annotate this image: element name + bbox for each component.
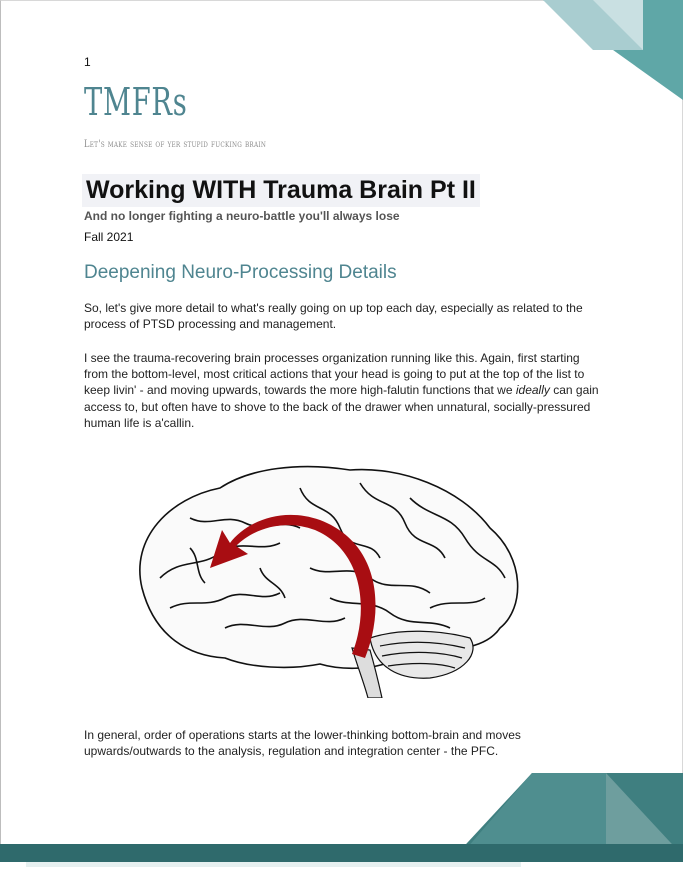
paragraph-intro: So, let's give more detail to what's really going on up top each day, especially as related to the process of PTSD processing and management. (84, 301, 583, 332)
brain-illustration (130, 458, 530, 698)
emphasis-text: ideally (515, 383, 550, 398)
page-subtitle: And no longer fighting a neuro-battle you'll always lose (84, 209, 400, 223)
corner-decoration (543, 0, 683, 100)
paragraph-text: can gain access to, but often have to shove to the back of the drawer when unnatural, socially-pressured human life is a'callin. (84, 383, 599, 430)
tagline: Let's make sense of yer stupid fucking brain (84, 139, 267, 150)
paragraph-text: I see the trauma-recovering brain processes organization running like this. Again, first starting from the bottom-level, most critical actions that your head is going to put at the top of the list to keep livin' - and moving upwards, towards the more high-falutin functions that we (84, 351, 585, 398)
logo-wordmark: TMFRs (84, 80, 188, 124)
cerebellum (370, 631, 473, 678)
section-heading: Deepening Neuro-Processing Details (84, 262, 397, 283)
paragraph-summary: In general, order of operations starts at the lower-thinking bottom-brain and moves upwards/outwards to the analysis, regulation and integration center - the PFC. (84, 728, 521, 759)
date-label: Fall 2021 (84, 230, 134, 244)
footer-decoration (0, 773, 683, 883)
page-title: Working WITH Trauma Brain Pt II (82, 174, 480, 207)
page-number: 1 (84, 55, 91, 69)
paragraph-organization (84, 350, 604, 431)
